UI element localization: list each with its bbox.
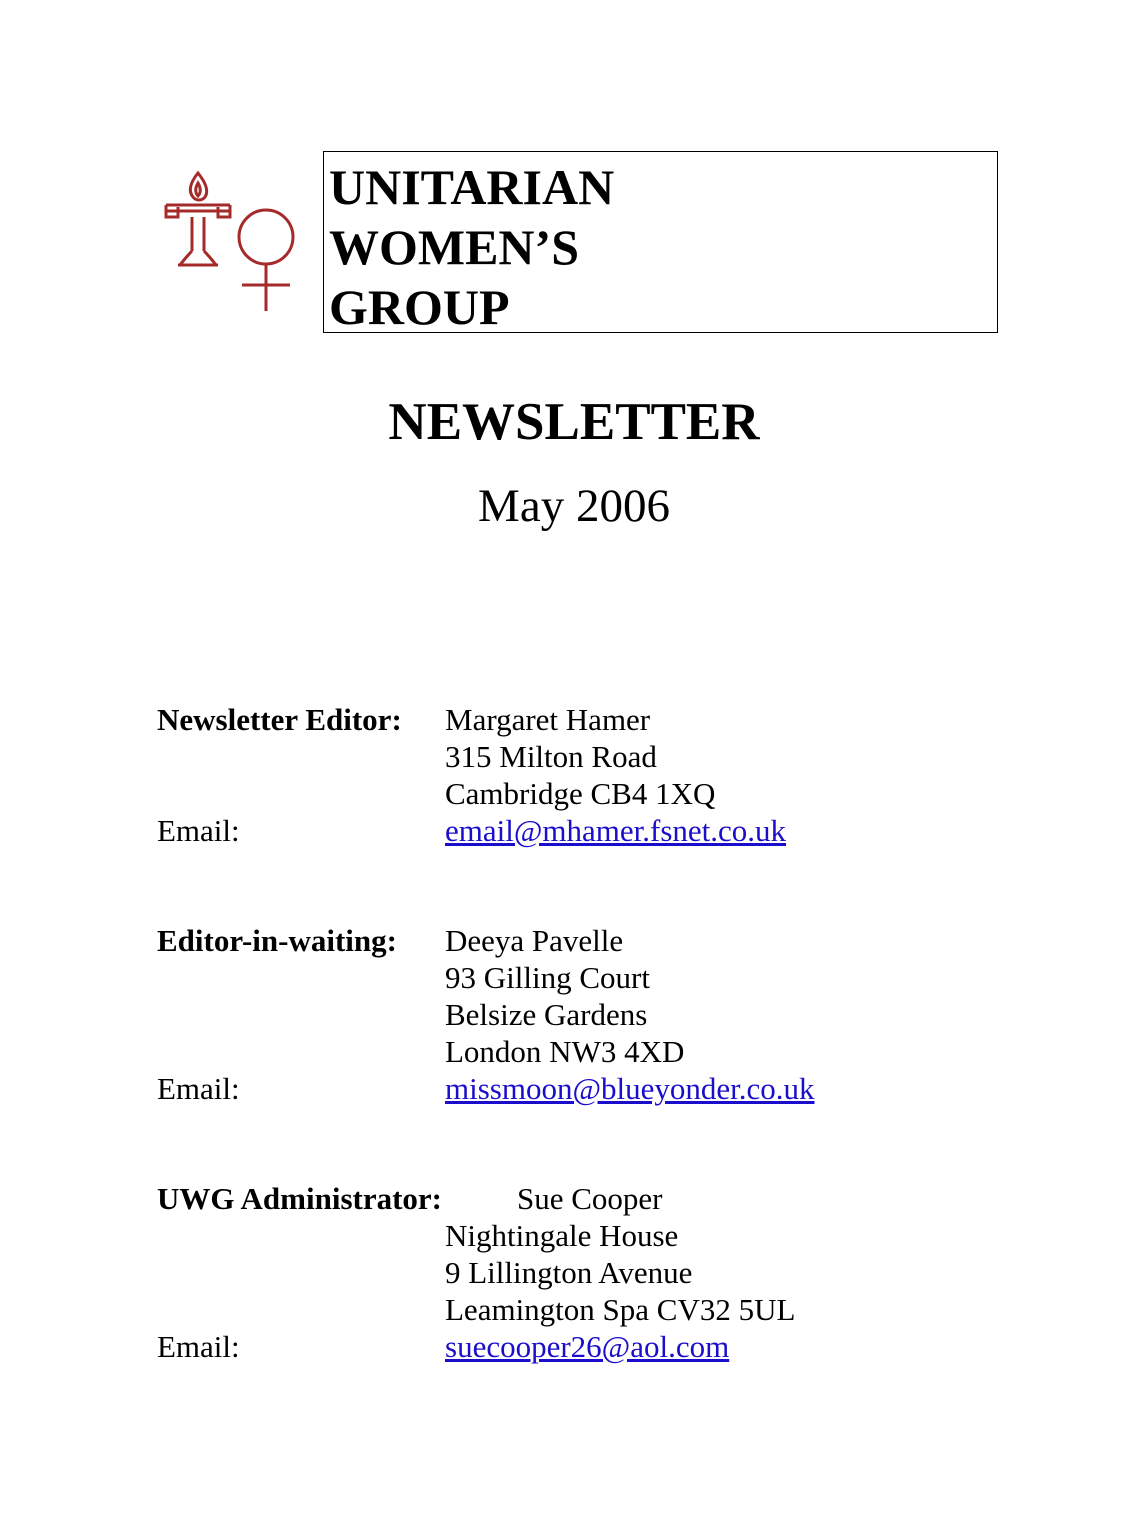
administrator-email-link[interactable]: suecooper26@aol.com bbox=[445, 1329, 730, 1364]
editor-in-waiting-address-line-1: 93 Gilling Court bbox=[445, 960, 650, 995]
editor-address-line-2: Cambridge CB4 1XQ bbox=[445, 776, 716, 811]
editor-email-label: Email: bbox=[157, 813, 240, 848]
editor-in-waiting-label: Editor-in-waiting: bbox=[157, 923, 397, 958]
chalice-venus-logo-icon bbox=[160, 165, 300, 315]
administrator-address-line-2: 9 Lillington Avenue bbox=[445, 1255, 693, 1290]
administrator-name: Sue Cooper bbox=[517, 1181, 663, 1216]
editor-in-waiting-email-link[interactable]: missmoon@blueyonder.co.uk bbox=[445, 1071, 815, 1106]
editor-email-link[interactable]: email@mhamer.fsnet.co.uk bbox=[445, 813, 787, 848]
editor-address-line-1: 315 Milton Road bbox=[445, 739, 657, 774]
editor-in-waiting-address-line-3: London NW3 4XD bbox=[445, 1034, 685, 1069]
editor-in-waiting-address-line-2: Belsize Gardens bbox=[445, 997, 648, 1032]
editor-email-container bbox=[445, 815, 786, 846]
administrator-address-line-3: Leamington Spa CV32 5UL bbox=[445, 1292, 796, 1327]
group-title-line-2: WOMEN’S bbox=[329, 219, 579, 275]
group-title-line-1: UNITARIAN bbox=[329, 159, 615, 215]
administrator-email-label: Email: bbox=[157, 1329, 240, 1364]
editor-label: Newsletter Editor: bbox=[157, 702, 402, 737]
administrator-address-line-1: Nightingale House bbox=[445, 1218, 679, 1253]
group-title-box bbox=[323, 151, 998, 333]
administrator-email-container bbox=[445, 1331, 729, 1362]
editor-name: Margaret Hamer bbox=[445, 702, 651, 737]
newsletter-title: NEWSLETTER bbox=[388, 393, 760, 451]
issue-date: May 2006 bbox=[478, 480, 670, 532]
editor-in-waiting-email-container bbox=[445, 1073, 815, 1104]
editor-in-waiting-name: Deeya Pavelle bbox=[445, 923, 624, 958]
administrator-label: UWG Administrator: bbox=[157, 1181, 443, 1216]
group-title-line-3: GROUP bbox=[329, 279, 510, 335]
editor-in-waiting-email-label: Email: bbox=[157, 1071, 240, 1106]
